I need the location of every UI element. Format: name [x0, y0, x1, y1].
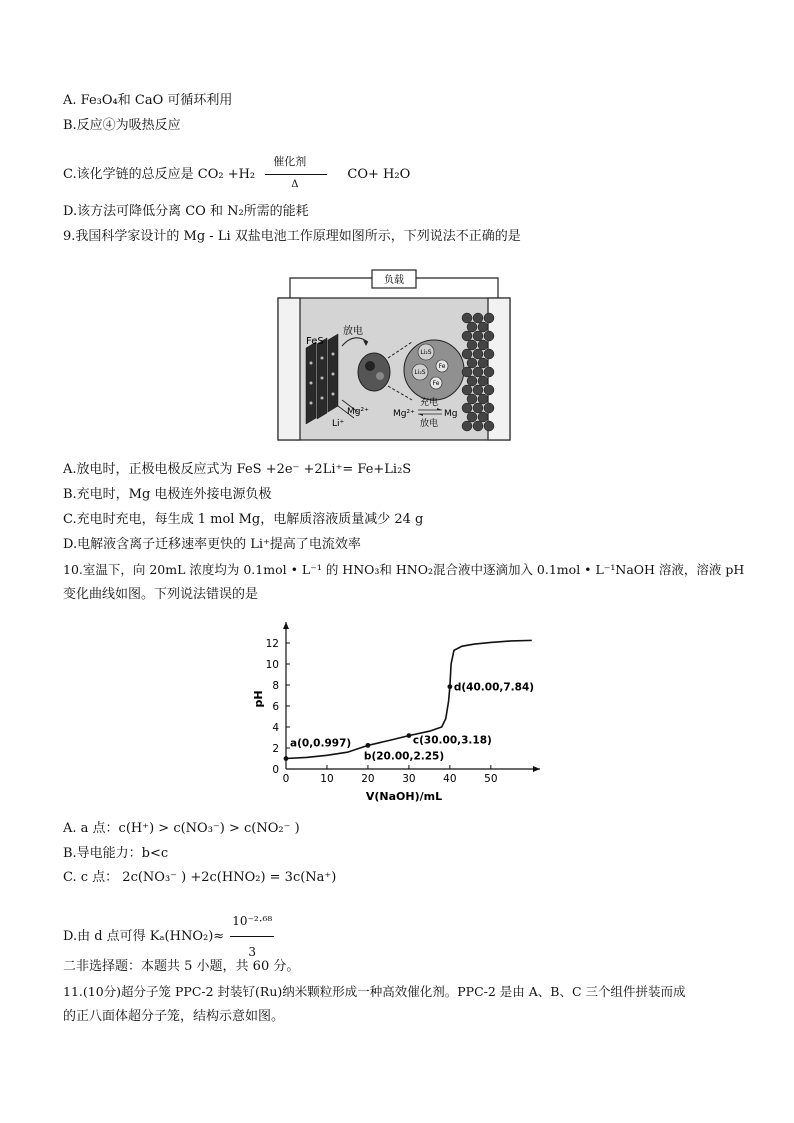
q10-option-c: C. c 点： 2c(NO₃⁻ ) +2c(HNO₂) = 3c(Na⁺) [63, 870, 337, 885]
mg2-ion-right-label: Mg²⁺ [393, 409, 415, 419]
left-electrode [278, 298, 300, 440]
q10-stem-line1: 10.室温下，向 20mL 浓度均为 0.1mol • L⁻¹ 的 HNO₃和 HNO₂混合液中逐滴加入 0.1mol • L⁻¹NaOH 溶液，溶液 pH [63, 562, 745, 577]
load-label: 负载 [384, 275, 404, 286]
q10-option-d-prefix: D.由 d 点可得 Kₐ(HNO₂)≈ [63, 929, 225, 944]
q8-option-c-suffix: CO+ H₂O [347, 167, 411, 182]
x-tick-label: 30 [402, 773, 416, 785]
q9-option-d: D.电解液含离子迁移速率更快的 Li⁺提高了电流效率 [63, 537, 361, 552]
q8-option-a: A. Fe₃O₄和 CaO 可循环利用 [63, 93, 233, 108]
data-point-label: d(40.00,7.84) [453, 681, 535, 694]
data-point [366, 743, 371, 748]
li2s-label: Li₂S [420, 349, 432, 356]
y-tick-label: 4 [272, 722, 279, 734]
reaction-arrow-icon [265, 174, 327, 175]
reaction-condition [259, 155, 343, 190]
x-tick-label: 50 [484, 773, 498, 785]
q11-stem-line1: 11.(10分)超分子笼 PPC-2 封装钌(Ru)纳米颗粒形成一种高效催化剂。PPC-2 是由 A、B、C 三个组件拼装而成 [63, 984, 686, 999]
data-point-label: b(20.00,2.25) [363, 750, 445, 763]
catalyst-label: 催化剂 [273, 155, 307, 168]
x-tick-label: 0 [282, 773, 290, 785]
data-point [407, 733, 412, 738]
y-tick-label: 2 [272, 743, 279, 755]
x-axis-label: V(NaOH)/mL [365, 790, 443, 803]
data-point [284, 756, 289, 761]
particle [358, 353, 390, 391]
data-point [447, 684, 452, 689]
y-tick-label: 6 [272, 701, 279, 713]
q10-option-b: B.导电能力：b<c [63, 846, 169, 861]
q8-option-d: D.该方法可降低分离 CO 和 N₂所需的能耗 [63, 204, 309, 219]
q9-stem: 9.我国科学家设计的 Mg - Li 双盐电池工作原理如图所示，下列说法不正确的是 [63, 229, 521, 244]
fes-label: FeS [306, 336, 324, 347]
fe-label: Fe [432, 380, 440, 387]
q8-option-c-prefix: C.该化学链的总反应是 CO₂ +H₂ [63, 167, 256, 182]
x-tick-label: 20 [361, 773, 375, 785]
discharge-label: 放电 [420, 419, 439, 429]
particle-detail [365, 361, 375, 371]
y-tick-label: 8 [272, 680, 279, 692]
mg2-ion-label: Mg²⁺ [347, 407, 369, 417]
charge-label: 充电 [420, 398, 439, 408]
y-axis-label: pH [252, 690, 265, 708]
data-point-label: a(0,0.997) [290, 737, 352, 750]
q8-option-c [63, 155, 411, 190]
fraction-numerator: 10⁻²·⁶⁸ [230, 906, 274, 937]
heat-condition: Δ [291, 179, 299, 190]
circuit-wire [290, 278, 372, 298]
x-tick-label: 10 [320, 773, 334, 785]
li-ion-label: Li⁺ [332, 419, 345, 429]
q8-option-b: B.反应④为吸热反应 [63, 118, 181, 133]
discharge-label-top: 放电 [343, 326, 363, 337]
y-tick-label: 10 [265, 659, 279, 671]
y-tick-label: 0 [272, 764, 279, 776]
y-tick-label: 12 [265, 638, 279, 650]
x-axis-arrow-icon [533, 766, 540, 772]
mg-right-label: Mg [444, 409, 458, 419]
q10-stem-line2: 变化曲线如图。下列说法错误的是 [63, 587, 259, 602]
fraction-denominator: 3 [248, 945, 257, 959]
q11-stem-line2: 的正八面体超分子笼，结构示意如图。 [63, 1009, 285, 1024]
q10-option-a: A. a 点：c(H⁺) > c(NO₃⁻) > c(NO₂⁻ ) [63, 821, 300, 836]
q9-option-b: B.充电时，Mg 电极连外接电源负极 [63, 487, 272, 502]
ph-titration-chart [240, 614, 550, 806]
data-point-label: c(30.00,3.18) [412, 734, 492, 747]
y-axis-arrow-icon [283, 622, 289, 629]
li2s-label: Li₂S [414, 369, 426, 376]
circuit-wire [416, 278, 498, 298]
fe-label: Fe [438, 363, 446, 370]
q9-option-c: C.充电时充电，每生成 1 mol Mg，电解质溶液质量减少 24 g [63, 512, 424, 527]
section-heading: 二非选择题：本题共 5 小题，共 60 分。 [63, 959, 300, 974]
particle-detail [376, 372, 384, 380]
battery-diagram [270, 268, 518, 444]
x-tick-label: 40 [443, 773, 457, 785]
q9-option-a: A.放电时，正极电极反应式为 FeS +2e⁻ +2Li⁺= Fe+Li₂S [63, 462, 412, 477]
